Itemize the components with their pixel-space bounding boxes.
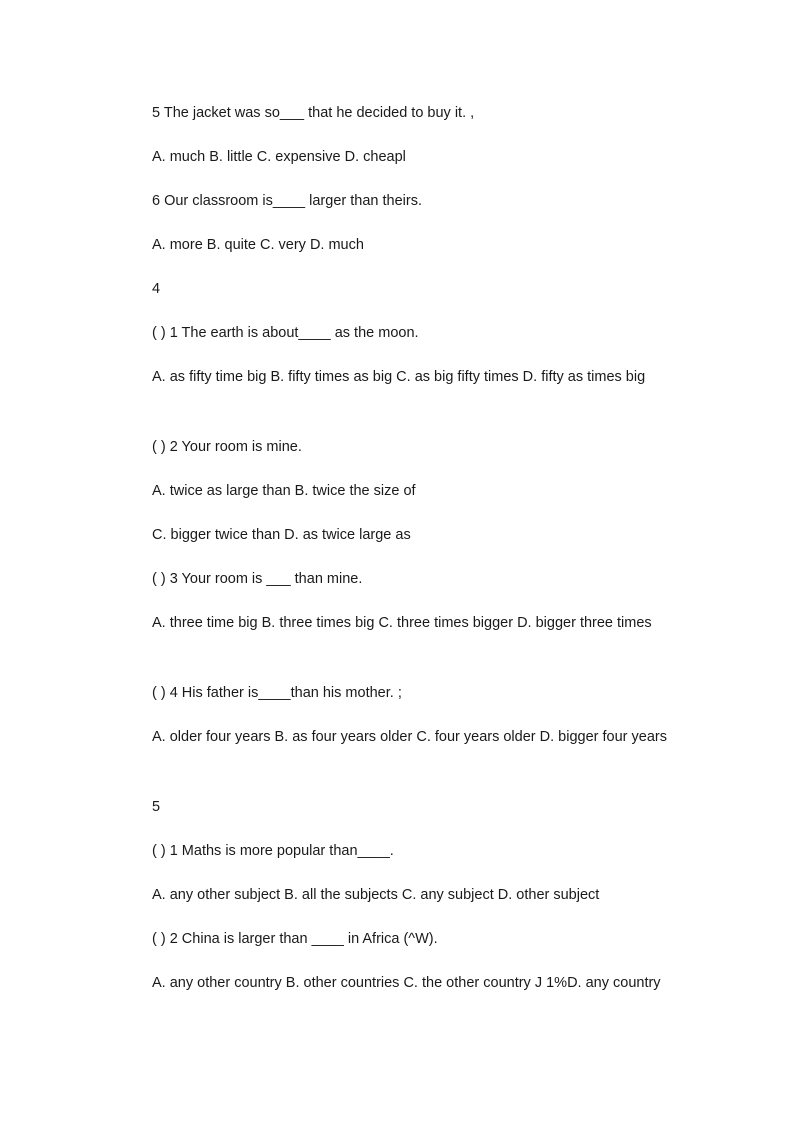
section-5-question-2-stem: ( ) 2 China is larger than ____ in Africa (^W).	[152, 931, 438, 947]
section-4-question-1-stem: ( ) 1 The earth is about____ as the moon.	[152, 325, 419, 341]
section-4-question-4-options: A. older four years B. as four years older C. four years older D. bigger four years	[152, 729, 667, 745]
section-5-question-1-options: A. any other subject B. all the subjects C. any subject D. other subject	[152, 887, 600, 903]
section-4-question-3-options: A. three time big B. three times big C. three times bigger D. bigger three times	[152, 615, 652, 631]
section-5-question-1-stem: ( ) 1 Maths is more popular than____.	[152, 843, 394, 859]
section-number-5: 5	[152, 799, 161, 815]
section-4-question-2-options-ab: A. twice as large than B. twice the size of	[152, 483, 416, 499]
section-4-question-1-options: A. as fifty time big B. fifty times as big C. as big fifty times D. fifty as times big	[152, 369, 646, 385]
question-6-stem: 6 Our classroom is____ larger than theirs.	[152, 193, 422, 209]
question-5-stem: 5 The jacket was so___ that he decided to buy it. ,	[152, 105, 475, 121]
section-4-question-4-stem: ( ) 4 His father is____than his mother. ;	[152, 685, 402, 701]
section-4-question-2-options-cd: C. bigger twice than D. as twice large as	[152, 527, 411, 543]
section-5-question-2-options: A. any other country B. other countries C. the other country J 1%D. any country	[152, 975, 661, 991]
section-number-4: 4	[152, 281, 161, 297]
question-5-options: A. much B. little C. expensive D. cheapl	[152, 149, 406, 165]
section-4-question-3-stem: ( ) 3 Your room is ___ than mine.	[152, 571, 363, 587]
question-6-options: A. more B. quite C. very D. much	[152, 237, 364, 253]
section-4-question-2-stem: ( ) 2 Your room is mine.	[152, 439, 302, 455]
